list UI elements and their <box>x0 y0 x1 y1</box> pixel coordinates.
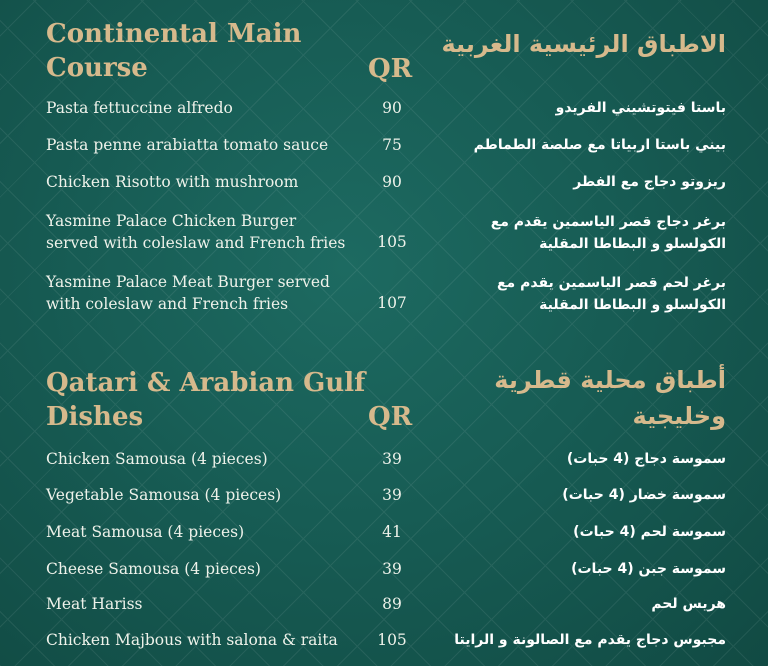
menu-item-name-line: with coleslaw and French fries <box>46 295 289 313</box>
menu-item-name-line: Yasmine Palace Chicken Burger <box>46 212 297 230</box>
menu-item-price: 105 <box>377 631 407 649</box>
section-title-qatari <box>46 366 365 434</box>
menu-item-price: 107 <box>377 294 407 312</box>
arabic-section-title <box>494 362 726 434</box>
menu-item-price: 105 <box>377 233 407 251</box>
menu-item-name: Chicken Majbous with salona & raita <box>46 631 338 649</box>
section-title-line: Qatari & Arabian Gulf <box>46 368 366 398</box>
arabic-title-line: أطباق محلية قطرية <box>494 366 726 394</box>
menu-item-arabic: هريس لحم <box>651 596 726 612</box>
currency-header: QR <box>368 54 413 84</box>
menu-item-price: 89 <box>382 595 402 613</box>
menu-item-name: Pasta penne arabiatta tomato sauce <box>46 136 329 154</box>
menu-item-name: Meat Samousa (4 pieces) <box>46 523 245 541</box>
menu-item-price: 39 <box>382 560 402 578</box>
menu-item-name-line: Yasmine Palace Meat Burger served <box>46 273 330 291</box>
menu-item-price: 39 <box>382 486 402 504</box>
menu-item-name: Meat Hariss <box>46 595 143 613</box>
menu-item-arabic <box>497 272 726 316</box>
menu-item-arabic-line: الكولسلو و البطاطا المقلية <box>539 236 726 252</box>
menu-item-arabic: بيني باستا اربياتا مع صلصة الطماطم <box>473 137 726 153</box>
menu-item-price: 90 <box>382 99 402 117</box>
menu-item-arabic: سموسة دجاج (4 حبات) <box>566 451 726 467</box>
menu-item-price: 39 <box>382 450 402 468</box>
menu-item-name-line: served with coleslaw and French fries <box>46 234 346 252</box>
menu-item-name <box>46 271 330 315</box>
menu-item-arabic-line: برغر لحم قصر الياسمين يقدم مع <box>496 275 726 291</box>
menu-item-arabic-line: برغر دجاج قصر الياسمين يقدم مع <box>490 214 726 230</box>
arabic-section-title: الاطباق الرئيسية الغربية <box>441 30 726 58</box>
menu-item-arabic: باستا فيتوتشيني الفريدو <box>555 100 726 116</box>
menu-item-arabic: سموسة خضار (4 حبات) <box>562 487 726 503</box>
menu-item-price: 90 <box>382 173 402 191</box>
menu-item-arabic-line: الكولسلو و البطاطا المقلية <box>539 297 726 313</box>
menu-item-arabic: سموسة لحم (4 حبات) <box>573 524 726 540</box>
menu-item-name: Pasta fettuccine alfredo <box>46 99 233 117</box>
menu-item-arabic: سموسة جبن (4 حبات) <box>571 561 726 577</box>
currency-header: QR <box>368 402 413 432</box>
menu-item-name: Cheese Samousa (4 pieces) <box>46 560 261 578</box>
section-title-line: Dishes <box>46 402 144 432</box>
menu-item-arabic <box>491 211 726 255</box>
menu-item-name: Chicken Risotto with mushroom <box>46 173 299 191</box>
menu-item-arabic: مجبوس دجاج يقدم مع الصالونة و الرايتا <box>454 632 726 648</box>
section-title-continental <box>46 17 301 85</box>
section-title-line: Course <box>46 53 148 83</box>
menu-item-name <box>46 210 345 254</box>
menu-item-price: 75 <box>382 136 402 154</box>
menu-item-name: Vegetable Samousa (4 pieces) <box>46 486 282 504</box>
menu-item-name: Chicken Samousa (4 pieces) <box>46 450 268 468</box>
menu-item-arabic: ريزوتو دجاج مع الفطر <box>573 174 726 190</box>
section-title-line: Continental Main <box>46 19 302 49</box>
menu-item-price: 41 <box>382 523 402 541</box>
arabic-title-line: وخليجية <box>632 402 726 430</box>
